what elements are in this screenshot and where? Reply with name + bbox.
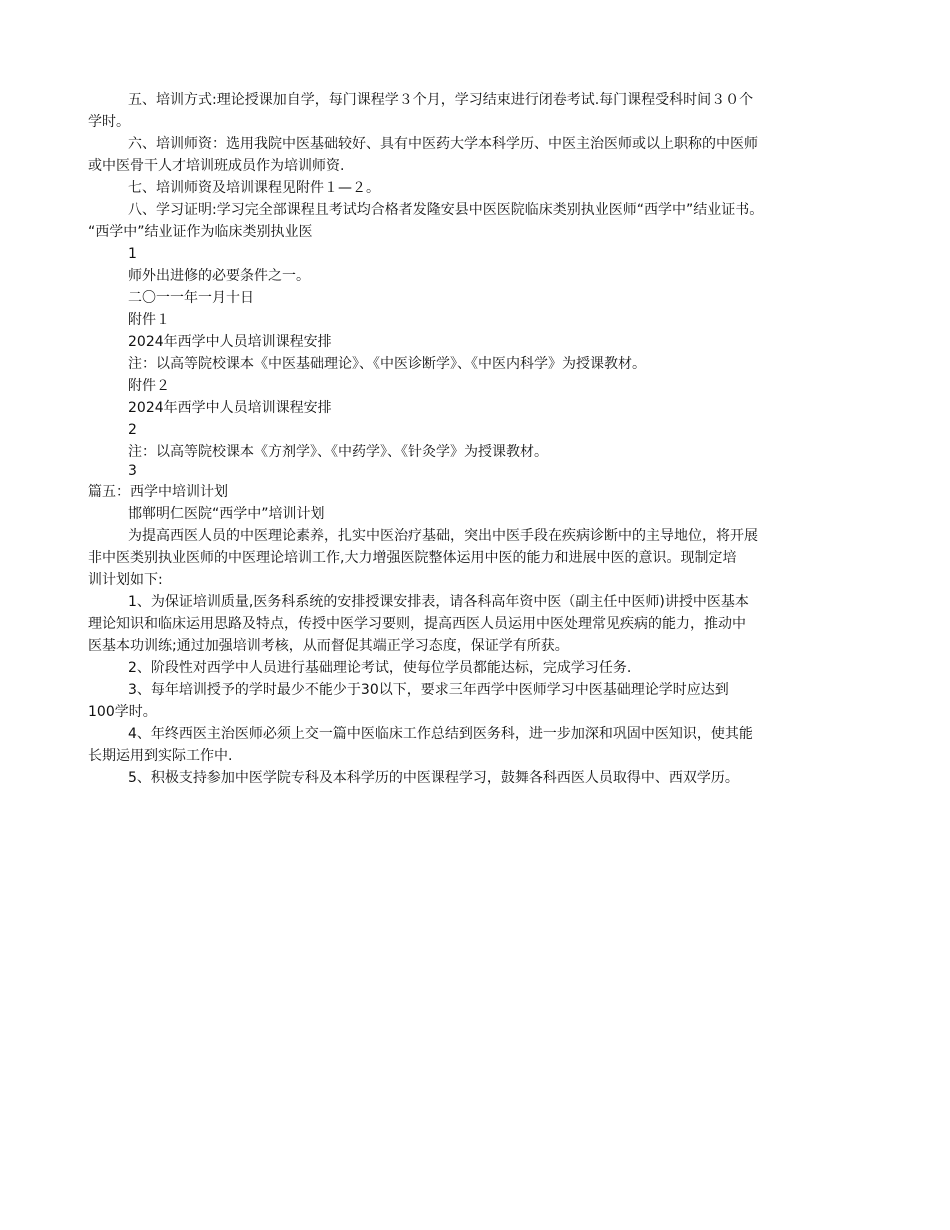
paragraph-intro-cont: 非中医类别执业医师的中医理论培训工作,大力增强医院整体运用中医的能力和进展中医的意识。现制定培 bbox=[88, 550, 737, 566]
paragraph-item-2: 2、阶段性对西学中人员进行基础理论考试，使每位学员都能达标，完成学习任务. bbox=[128, 660, 632, 676]
paragraph-intro-end: 训计划如下: bbox=[88, 572, 163, 588]
paragraph-certificate-cont: “西学中”结业证作为临床类别执业医 bbox=[88, 224, 313, 240]
page-number: 2 bbox=[128, 422, 137, 438]
paragraph-training-method: 五、培训方式:理论授课加自学，每门课程学３个月，学习结束进行闭卷考试.每门课程受科时间３０个 bbox=[128, 92, 754, 108]
paragraph-training-faculty: 六、培训师资：选用我院中医基础较好、具有中医药大学本科学历、中医主治医师或以上职称的中医师 bbox=[128, 136, 758, 152]
section-heading: 篇五：西学中培训计划 bbox=[88, 484, 228, 500]
paragraph-item-1-end: 医基本功训练;通过加强培训考核，从而督促其端正学习态度，保证学有所获。 bbox=[88, 638, 569, 654]
paragraph-item-1: 1、为保证培训质量,医务科系统的安排授课安排表，请各科高年资中医（副主任中医师)讲授中医基本 bbox=[128, 594, 749, 610]
attachment-1-title: 2024年西学中人员培训课程安排 bbox=[128, 334, 332, 350]
page-number: 1 bbox=[128, 246, 137, 262]
attachment-2-note: 注：以高等院校课本《方剂学》、《中药学》、《针灸学》为授课教材。 bbox=[128, 444, 548, 460]
page-number: 3 bbox=[128, 463, 137, 479]
paragraph-item-3: 3、每年培训授予的学时最少不能少于30以下，要求三年西学中医师学习中医基础理论学时应达到 bbox=[128, 682, 729, 698]
paragraph-certificate: 八、学习证明:学习完全部课程且考试均合格者发隆安县中医医院临床类别执业医师“西学中”结业证书。 bbox=[128, 202, 764, 218]
paragraph-training-method-cont: 学时。 bbox=[88, 114, 130, 130]
paragraph-item-3-cont: 100学时。 bbox=[88, 704, 157, 720]
paragraph-faculty-courses: 七、培训师资及培训课程见附件１—２。 bbox=[128, 180, 380, 196]
date-line: 二〇一一年一月十日 bbox=[128, 290, 254, 306]
paragraph-certificate-end: 师外出进修的必要条件之一。 bbox=[128, 268, 310, 284]
attachment-1-note: 注：以高等院校课本《中医基础理论》、《中医诊断学》、《中医内科学》为授课教材。 bbox=[128, 356, 646, 372]
paragraph-item-4-cont: 长期运用到实际工作中. bbox=[88, 748, 233, 764]
paragraph-item-1-cont: 理论知识和临床运用思路及特点，传授中医学习要则，提高西医人员运用中医处理常见疾病的能力，推动中 bbox=[88, 616, 746, 632]
paragraph-training-faculty-cont: 或中医骨干人才培训班成员作为培训师资. bbox=[88, 158, 345, 174]
attachment-1-label: 附件１ bbox=[128, 312, 170, 328]
attachment-2-title: 2024年西学中人员培训课程安排 bbox=[128, 400, 332, 416]
paragraph-item-4: 4、年终西医主治医师必须上交一篇中医临床工作总结到医务科，进一步加深和巩固中医知识，使其能 bbox=[128, 726, 753, 742]
paragraph-item-5: 5、积极支持参加中医学院专科及本科学历的中医课程学习，鼓舞各科西医人员取得中、西双学历。 bbox=[128, 770, 739, 786]
plan-title: 邯郸明仁医院“西学中”培训计划 bbox=[128, 506, 325, 522]
attachment-2-label: 附件２ bbox=[128, 378, 170, 394]
paragraph-intro: 为提高西医人员的中医理论素养，扎实中医治疗基础，突出中医手段在疾病诊断中的主导地位，将开展 bbox=[128, 528, 758, 544]
